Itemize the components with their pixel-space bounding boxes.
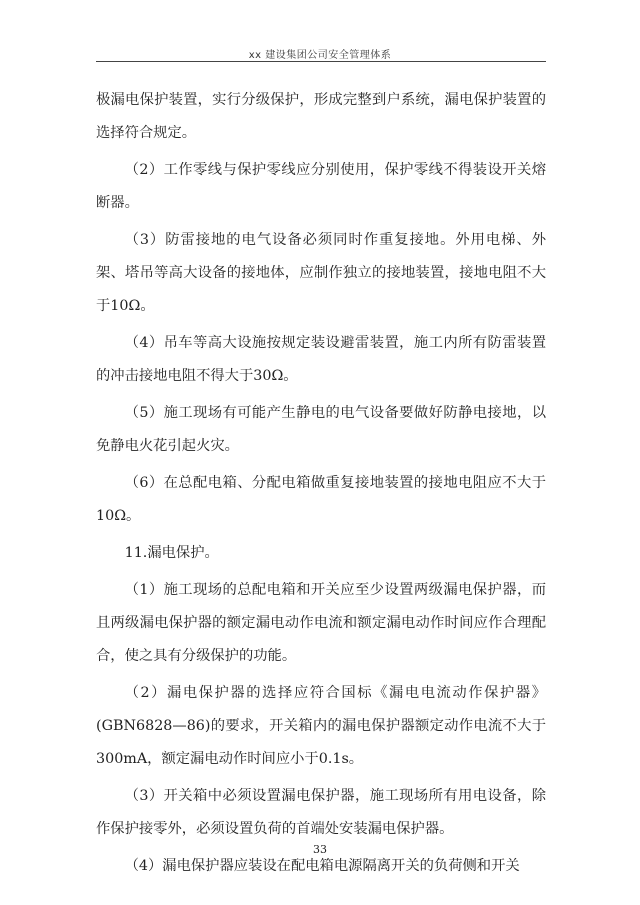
header-divider: [96, 61, 546, 62]
paragraph: （3）防雷接地的电气设备必须同时作重复接地。外用电梯、外架、塔吊等高大设备的接地体，应制作独立的接地装置，接地电阻不大于10Ω。: [96, 232, 546, 314]
running-header: xx 建设集团公司安全管理体系: [248, 50, 392, 61]
paragraph: （4）漏电保护器应装设在配电箱电源隔离开关的负荷侧和开关: [124, 858, 520, 874]
paragraph: （1）施工现场的总配电箱和开关应至少设置两级漏电保护器，而且两级漏电保护器的额定漏电动作电流和额定漏电动作时间应作合理配合，使之具有分级保护的功能。: [96, 582, 546, 664]
page-number: 33: [313, 843, 327, 856]
paragraph: （3）开关箱中必须设置漏电保护器，施工现场所有用电设备，除作保护接零外，必须设置负荷的首端处安装漏电保护器。: [96, 788, 546, 837]
paragraph: （6）在总配电箱、分配电箱做重复接地装置的接地电阻应不大于10Ω。: [96, 475, 546, 524]
paragraph: （2）漏电保护器的选择应符合国标《漏电电流动作保护器》(GBN6828—86)的要求，开关箱内的漏电保护器额定动作电流不大于300mA，额定漏电动作时间应小于0.1s。: [96, 685, 546, 767]
paragraph: 极漏电保护装置，实行分级保护，形成完整到户系统，漏电保护装置的选择符合规定。: [96, 92, 546, 141]
paragraph: （2）工作零线与保护零线应分别使用，保护零线不得装设开关熔断器。: [96, 162, 546, 211]
paragraph: （4）吊车等高大设施按规定装设避雷装置，施工内所有防雷装置的冲击接地电阻不得大于30Ω。: [96, 335, 546, 384]
section-heading: 11.漏电保护。: [124, 545, 219, 561]
body-text: [96, 84, 546, 887]
paragraph: （5）施工现场有可能产生静电的电气设备要做好防静电接地，以免静电火花引起火灾。: [96, 405, 546, 454]
